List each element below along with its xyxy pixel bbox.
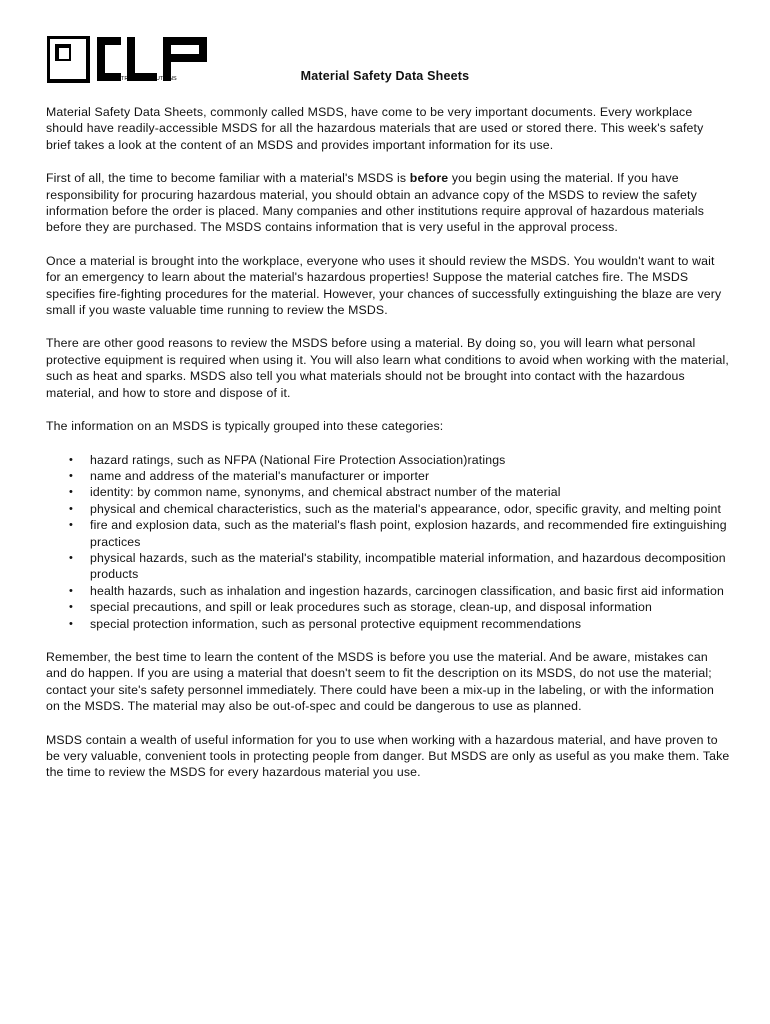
list-item-text: health hazards, such as inhalation and ingestion hazards, carcinogen classification, and basic first aid information [90, 583, 724, 598]
list-item [69, 484, 730, 500]
paragraph-workplace: Once a material is brought into the workplace, everyone who uses it should review the MSDS. You wouldn't want to wait for an emergency to learn about the material's hazardous properties! Suppose the material catches fire. The MSDS specifies fire-fighting procedures for the material. However, your chances of successfully extinguishing the blaze are very small if you waste valuable time running to review the MSDS. [46, 253, 722, 318]
categories-list [46, 452, 730, 632]
document-body [46, 104, 730, 798]
bullet-icon: • [69, 453, 74, 466]
paragraph-text: First of all, the time to become familiar with a material's MSDS is [46, 171, 410, 186]
list-item-text: special protection information, such as personal protective equipment recommendations [90, 616, 582, 631]
list-item [69, 517, 730, 550]
paragraph-intro: Material Safety Data Sheets, commonly called MSDS, have come to be very important documents. Every workplace should have readily-accessible MSDS for all the hazardous materials that are used or stored there. This week's safety brief takes a look at the content of an MSDS and provides important information for its use. [46, 105, 704, 152]
list-item [69, 550, 730, 583]
list-item-text: physical hazards, such as the material's stability, incompatible material information, and hazardous decomposition products [90, 550, 726, 582]
list-item [69, 616, 730, 632]
paragraph-other-reasons: There are other good reasons to review the MSDS before using a material. By doing so, you will learn what personal protective equipment is required when using it. You will also learn what conditions to avoid when working with the material, such as heat and sparks. MSDS also tell you what materials should not be brought into contact with the hazardous material, and how to store and dispose of it. [46, 336, 729, 400]
list-item-text: fire and explosion data, such as the material's flash point, explosion hazards, and recommended fire extinguishing practices [90, 518, 727, 549]
bullet-icon: • [69, 502, 74, 515]
paragraph-remember: Remember, the best time to learn the content of the MSDS is before you use the material. And be aware, mistakes can and do happen. If you are using a material that doesn't seem to fit the description on its MSDS, do not use the material; contact your site's safety personnel immediately. There could have been a mix-up in the labeling, or with the information on the MSDS. The material may also be out-of-spec and could be dangerous to use as planned. [46, 649, 715, 714]
bullet-icon: • [69, 584, 74, 597]
bullet-icon: • [69, 551, 74, 564]
emphasis-before: before [409, 171, 449, 186]
list-item-text: name and address of the material's manufacturer or importer [90, 468, 430, 483]
page-title: Material Safety Data Sheets [300, 69, 470, 83]
list-item [69, 501, 730, 517]
bullet-icon: • [69, 486, 74, 499]
paragraph-categories-intro: The information on an MSDS is typically grouped into these categories: [46, 419, 444, 434]
paragraph-when-to-read [46, 170, 730, 236]
bullet-icon: • [69, 469, 74, 482]
bullet-icon: • [69, 519, 74, 532]
paragraph-conclusion: MSDS contain a wealth of useful information for you to use when working with a hazardous material, and have proven to be very valuable, convenient tools in protecting people from danger. But MSDS are only as useful as you make them. Take the time to review the MSDS for every hazardous material you use. [46, 732, 730, 780]
list-item-text: identity: by common name, synonyms, and chemical abstract number of the material [90, 485, 561, 500]
paragraph-text: you begin using the material. If you have responsibility for procuring hazardous material, you should obtain an advance copy of the MSDS to review the safety information before the order is placed. Many companies and other institutions require approval of hazardous materials before they are purchased. The MSDS contains information that is very useful in the approval process. [46, 171, 705, 235]
list-item-text: special precautions, and spill or leak procedures such as storage, clean-up, and disposal information [90, 600, 652, 615]
list-item-text: hazard ratings, such as NFPA (National Fire Protection Association)ratings [90, 452, 506, 467]
list-item [69, 583, 730, 599]
bullet-icon: • [69, 617, 74, 630]
bullet-icon: • [69, 601, 74, 614]
list-item [69, 599, 730, 615]
list-item-text: physical and chemical characteristics, such as the material's appearance, odor, specific gravity, and melting point [90, 501, 722, 516]
list-item [69, 452, 730, 468]
list-item [69, 468, 730, 484]
logo-tagline: SKILLED TRADES SOLUTIONS [97, 76, 177, 82]
